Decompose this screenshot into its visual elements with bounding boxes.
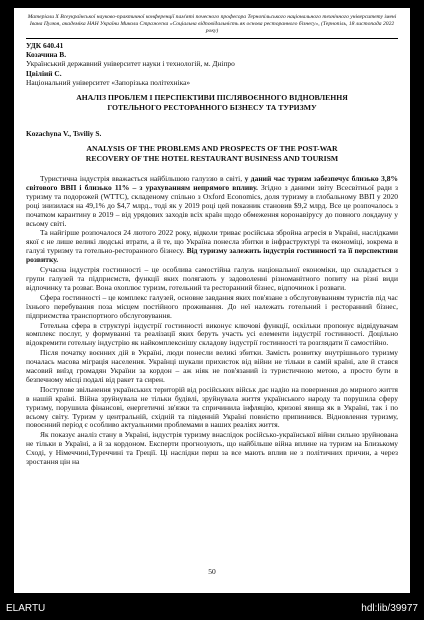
paragraph: Сфера гостинності – це комплекс галузей, основне завдання яких пов'язане з обслуговуванням туристів під час їхнього перебування поза місцем постійного проживання. До неї належать готельний і ресторанний бізнес, підприємства транспортного обслуговування. (26, 292, 398, 320)
article-meta (26, 41, 398, 87)
page-number: 50 (208, 567, 216, 576)
header-rule (26, 38, 398, 39)
title-ua-line-2: ГОТЕЛЬНОГО РЕСТОРАННОГО БІЗНЕСУ ТА ТУРИЗМУ (107, 103, 317, 112)
paragraph: Сучасна індустрія гостинності – це особлива самостійна галузь національної економіки, що складається з групи галузей та підприємств, функції яких полягають у задоволенні різноманітного попиту на різні види відпочинку та розваг. Вона охоплює туризм, готельний та ресторанний бізнес, відпочинок і розваги. (26, 265, 398, 292)
running-head: Матеріали X Всеукраїнської науково-практичної конференції пам'яті почесного професора Тернопільського національного технічного університету імені Івана Пулюя, академіка НАН України Миколи Стражеска «Соціальна відповідальність як основа ресторанного бізнесу», (Тернопіль, 18 листопада 2022 року) (27, 14, 397, 34)
title-en-line-2: RECOVERY OF THE HOTEL RESTAURANT BUSINESS AND TOURISM (85, 154, 339, 163)
authors-english: Kozachyna V., Tsviliy S. (26, 129, 102, 138)
title-ua-line-1: АНАЛІЗ ПРОБЛЕМ І ПЕРСПЕКТИВИ ПІСЛЯВОЄННОГО ВІДНОВЛЕННЯ (76, 93, 348, 102)
affiliation-2: Національний університет «Запорізька політехніка» (26, 77, 191, 87)
paper-page (14, 8, 410, 593)
affiliation-1: Український державний університет науки і технологій, м. Дніпро (26, 59, 235, 69)
paragraph: Як показує аналіз стану в Україні, індустрія туризму внаслідок російсько-української війни сильно зруйнована не тільки в Україні, а й за кордоном. Експерти прогнозують, що найбільше війна вплине на туризм на Близькому Сході, у Німеччині,Туреччині та Греції. Ці наслідки перш за все мають вплив не з політичних причин, а через зростання цін на (26, 430, 398, 467)
paragraph: Готельна сфера в структурі індустрії гостинності виконує ключові функції, оскільки пропонує відвідувачам комплекс послуг, у формуванні та реалізації яких беруть участь усі елементи індустрії гостинності. Доцільно відокремити готельну індустрію як найкомплекснішу складову індустрії гостинності та розглядати її самостійно. (26, 320, 398, 348)
title-ukrainian (26, 93, 398, 113)
article-body (26, 175, 398, 468)
paragraph: Поступове звільнення українських територій від російських військ дає надію на повернення до мирного життя в нашій країні. Війна зруйнувала не тільки будівлі, зруйнувала життя українського народу та порушила сферу туризму, порушила фінансові, енергетичні зв'язки та спричинила інфляцію, кризові явища як в Україні, так і по всьому світу. Туризм у центральній, східній та південній Україні повністю припинився. Відновлення туризму, повоєнний період є особливо актуальними проблемами в наших реаліях життя. (26, 384, 398, 430)
author-1: Козачина В. (26, 50, 67, 60)
paragraph: Після початку воєнних дій в Україні, люди понесли великі збитки. Замість розвитку внутрішнього туризму почалась масова міграція населення. Українці шукали прихисток від війни не тільки в самій країні, але й стався масовий виїзд громадян України за кордон – аж ніяк не пов'язаний із туристичною метою, а просто бути в безпечному місці подалі від ракет та сирен. (26, 348, 398, 384)
paragraph: Та найгірше розпочалося 24 лютого 2022 року, відколи триває російська збройна агресія в Україні, наслідками якої є не лише великі людські втрати, а й те, що Україна понесла збитки в інфраструктурі та економіці, зокрема в галузі туризму та готельно-ресторанного бізнесу. Від туризму залежить індустрія гостинності та її перспективи розвитку. (26, 228, 399, 265)
udc-code: УДК 640.41 (26, 41, 64, 50)
footer-repository-label: ELARTU (6, 603, 46, 614)
title-en-line-1: ANALYSIS OF THE PROBLEMS AND PROSPECTS OF THE POST-WAR (86, 144, 338, 153)
author-2: Цвіліий С. (26, 68, 62, 78)
title-english (26, 144, 398, 164)
paragraph: Туристична індустрія вважається найбільшою галуззю в світі, у даний час туризм забезпечує близько 3,8% світового ВВП і близько 11% – з урахуванням непрямого впливу. Згідно з даними звіту Всесвітньої ради з туризму та подорожей (WTTC), складеному спільно з Oxford Economics, доля туризму в глобальному ВВП у 2020 році знизилася на 49,1% до $4,7 млрд., тоді як у 2019 році цей показник становив $9,2 млрд. Все це розпочалось з початком карантину в 2019 – від урядових заходів всіх країн щодо обмеження коронавірусу до повного локдауну у всьому світі. (26, 174, 398, 228)
footer-handle: hdl:lib/39977 (361, 603, 418, 614)
